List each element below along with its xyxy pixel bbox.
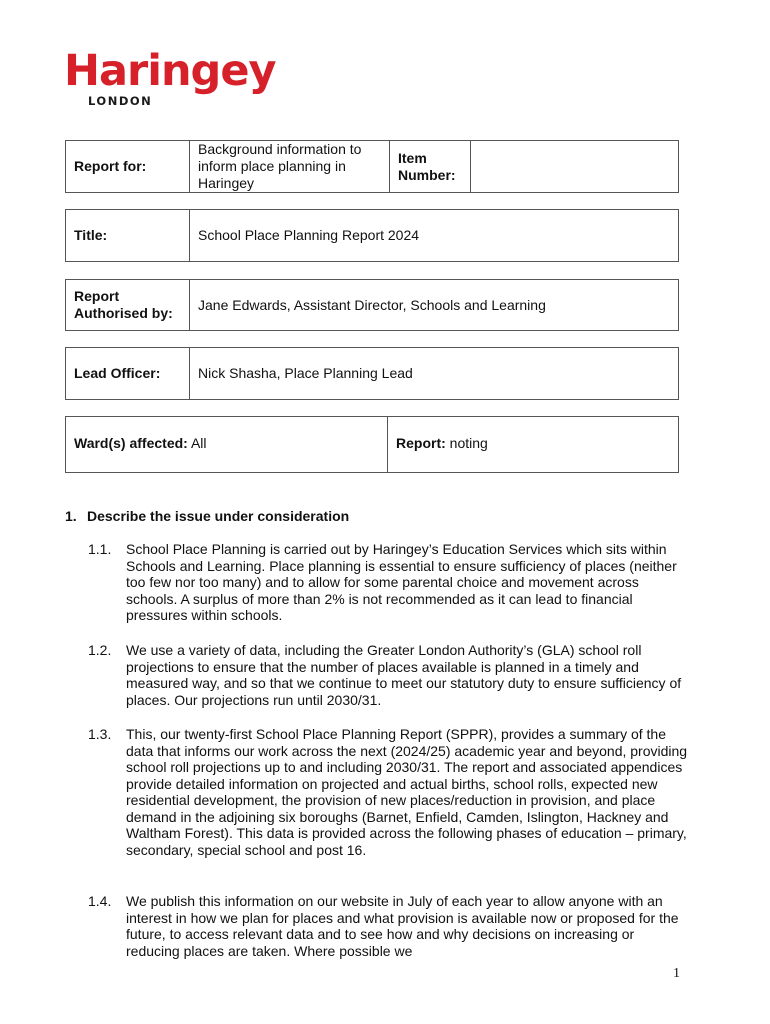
title-value: School Place Planning Report 2024 <box>190 210 679 262</box>
authorised-value: Jane Edwards, Assistant Director, Schools and Learning <box>190 280 679 331</box>
paragraph-text: We use a variety of data, including the Greater London Authority’s (GLA) school roll projections to ensure that the number of places available is planned in a timely and measured way, and so that we continue to meet our statutory duty to ensure sufficiency of places. Our projections run until 2030/31. <box>126 642 682 708</box>
report-for-value: Background information to inform place planning in Haringey <box>190 141 390 193</box>
wards-value: All <box>187 435 207 451</box>
report-for-label: Report for: <box>66 141 190 193</box>
paragraph-text: School Place Planning is carried out by Haringey’s Education Services which sits within Schools and Learning. Place planning is essential to ensure sufficiency of places (neither too few nor too many) and to allow for some parental choice and movement across schools. A surplus of more than 2% is not recommended as it can lead to financial pressures within schools. <box>126 541 677 623</box>
paragraph-text: This, our twenty-first School Place Planning Report (SPPR), provides a summary of the data that informs our work across the next (2024/25) academic year and beyond, providing school roll projections up to and including 2030/31. The report and associated appendices provide detailed information on projected and actual births, school rolls, expected new residential development, the provision of new places/reduction in provision, and place demand in the adjoining six boroughs (Barnet, Enfield, Camden, Islington, Hackney and Waltham Forest). This data is provided across the following phases of education – primary, secondary, special school and post 16. <box>126 726 688 858</box>
report-for-table <box>65 140 679 193</box>
section-heading <box>65 508 349 524</box>
lead-officer-label: Lead Officer: <box>66 348 190 400</box>
ward-report-table <box>65 416 679 473</box>
item-number-label: Item Number: <box>390 141 471 193</box>
authorised-table <box>65 279 679 331</box>
authorised-label: Report Authorised by: <box>66 280 190 331</box>
report-type-value: noting <box>445 435 488 451</box>
logo-subtitle: LONDON <box>88 94 153 108</box>
section-number: 1. <box>65 508 77 524</box>
haringey-logo <box>64 46 276 110</box>
logo-wordmark: Haringey <box>64 46 276 96</box>
lead-officer-table <box>65 347 679 400</box>
paragraph-1-2 <box>88 642 688 708</box>
paragraph-number: 1.2. <box>88 642 112 658</box>
title-label: Title: <box>66 210 190 262</box>
wards-cell <box>66 417 388 473</box>
page-number: 1 <box>673 966 680 981</box>
report-type-cell <box>388 417 679 473</box>
wards-label: Ward(s) affected: <box>74 435 188 451</box>
paragraph-number: 1.3. <box>88 726 112 742</box>
lead-officer-value: Nick Shasha, Place Planning Lead <box>190 348 679 400</box>
title-table <box>65 209 679 262</box>
paragraph-number: 1.4. <box>88 893 112 909</box>
paragraph-number: 1.1. <box>88 541 112 557</box>
paragraph-1-3 <box>88 726 688 858</box>
report-type-label: Report: <box>396 435 446 451</box>
section-title: Describe the issue under consideration <box>87 508 350 524</box>
paragraph-1-4 <box>88 893 688 959</box>
paragraph-text: We publish this information on our website in July of each year to allow anyone with an interest in how we plan for places and what provision is available now or proposed for the future, to access relevant data and to see how and why decisions on increasing or reducing places are taken. Where possible we <box>126 893 679 959</box>
paragraph-1-1 <box>88 541 688 624</box>
item-number-value <box>471 141 679 193</box>
